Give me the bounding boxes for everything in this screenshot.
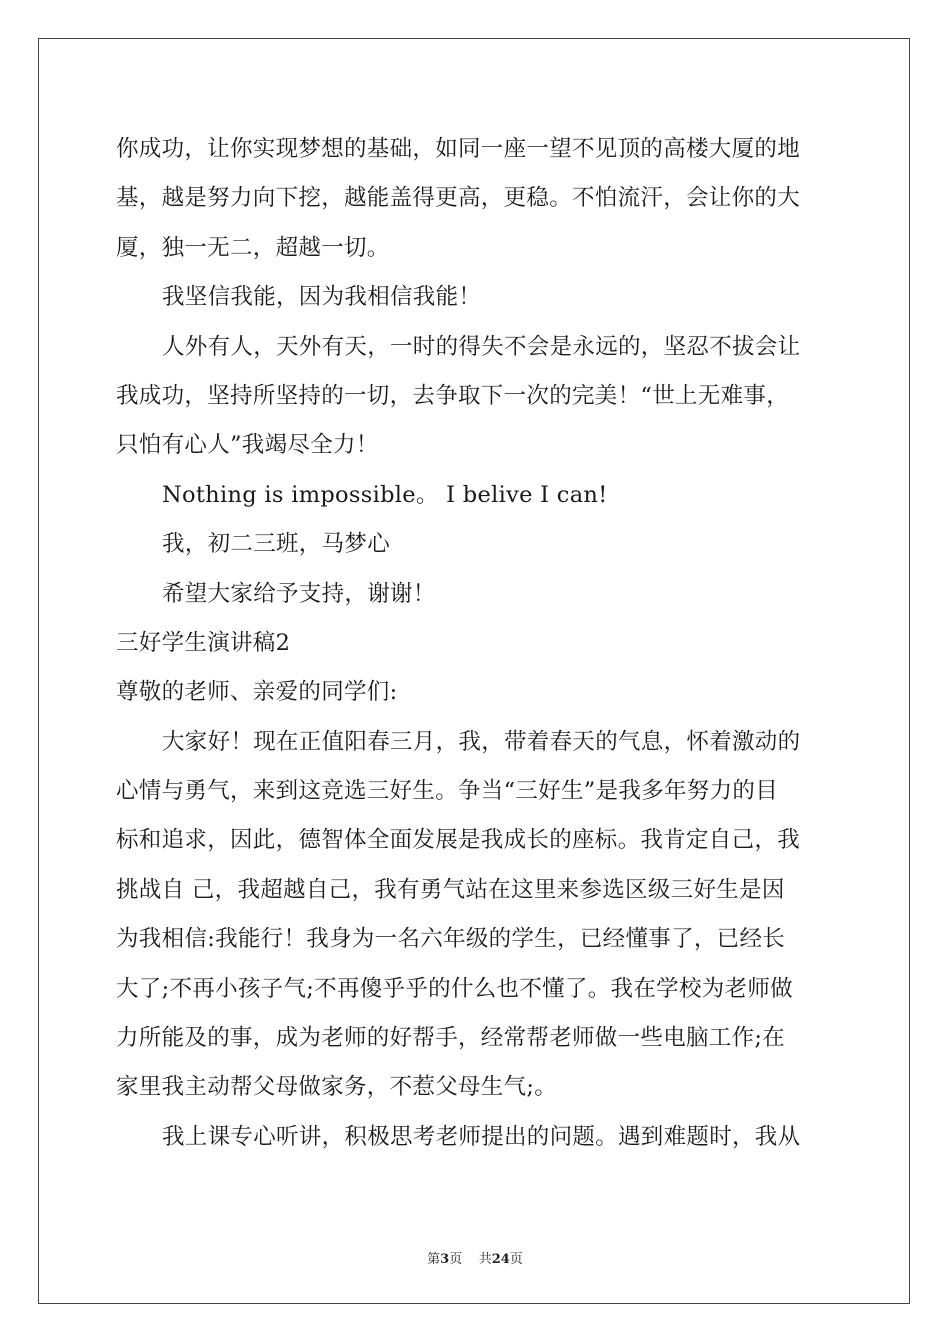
- text-line: Nothing is impossible。 I belive I can!: [162, 481, 608, 508]
- text-line: 我坚信我能，因为我相信我能！: [162, 284, 482, 311]
- text-line: 你成功，让你实现梦想的基础，如同一座一望不见顶的高楼大厦的地: [116, 136, 801, 162]
- footer-prefix: 第: [427, 1252, 441, 1267]
- text-line: 基，越是努力向下挖，越能盖得更高，更稳。不怕流汗，会让你的大: [116, 185, 801, 212]
- text-line: 厦，独一无二，超越一切。: [116, 234, 390, 261]
- text-line: 人外有人，天外有天，一时的得失不会是永远的，坚忍不拔会让: [162, 333, 801, 360]
- footer-suffix: 页: [509, 1252, 523, 1267]
- footer-mid: 页 共: [449, 1252, 492, 1267]
- text-line: 只怕有心人”我竭尽全力！: [116, 432, 379, 459]
- text-line: 希望大家给予支持，谢谢！: [162, 580, 436, 607]
- text-line: 我成功，坚持所坚持的一切，去争取下一次的完美！“世上无难事，: [116, 382, 790, 409]
- page-number-footer: [0, 1248, 950, 1267]
- text-line: 大了;不再小孩子气;不再傻乎乎的什么也不懂了。我在学校为老师做: [116, 975, 793, 1002]
- text-line: 心情与勇气，来到这竞选三好生。争当“三好生”是我多年努力的目: [116, 778, 779, 805]
- text-line: 为我相信:我能行！我身为一名六年级的学生，已经懂事了，已经长: [116, 926, 786, 953]
- text-line: 挑战自 己，我超越自己，我有勇气站在这里来参选区级三好生是因: [116, 876, 785, 903]
- document-body: [116, 125, 836, 1162]
- text-line: 力所能及的事，成为老师的好帮手，经常帮老师做一些电脑工作;在: [116, 1025, 786, 1052]
- current-page: 3: [440, 1252, 450, 1267]
- text-line: 我上课专心听讲，积极思考老师提出的问题。遇到难题时，我从: [162, 1123, 801, 1150]
- section-heading: 三好学生演讲稿2: [116, 629, 291, 656]
- text-line: 大家好！现在正值阳春三月，我，带着春天的气息，怀着激动的: [162, 728, 801, 755]
- text-line: 我，初二三班，马梦心: [162, 531, 391, 558]
- salutation: 尊敬的老师、亲爱的同学们:: [116, 679, 398, 706]
- total-pages: 24: [491, 1252, 510, 1267]
- text-line: 家里我主动帮父母做家务，不惹父母生气;。: [116, 1074, 558, 1101]
- text-line: 标和追求，因此，德智体全面发展是我成长的座标。我肯定自己，我: [116, 827, 801, 854]
